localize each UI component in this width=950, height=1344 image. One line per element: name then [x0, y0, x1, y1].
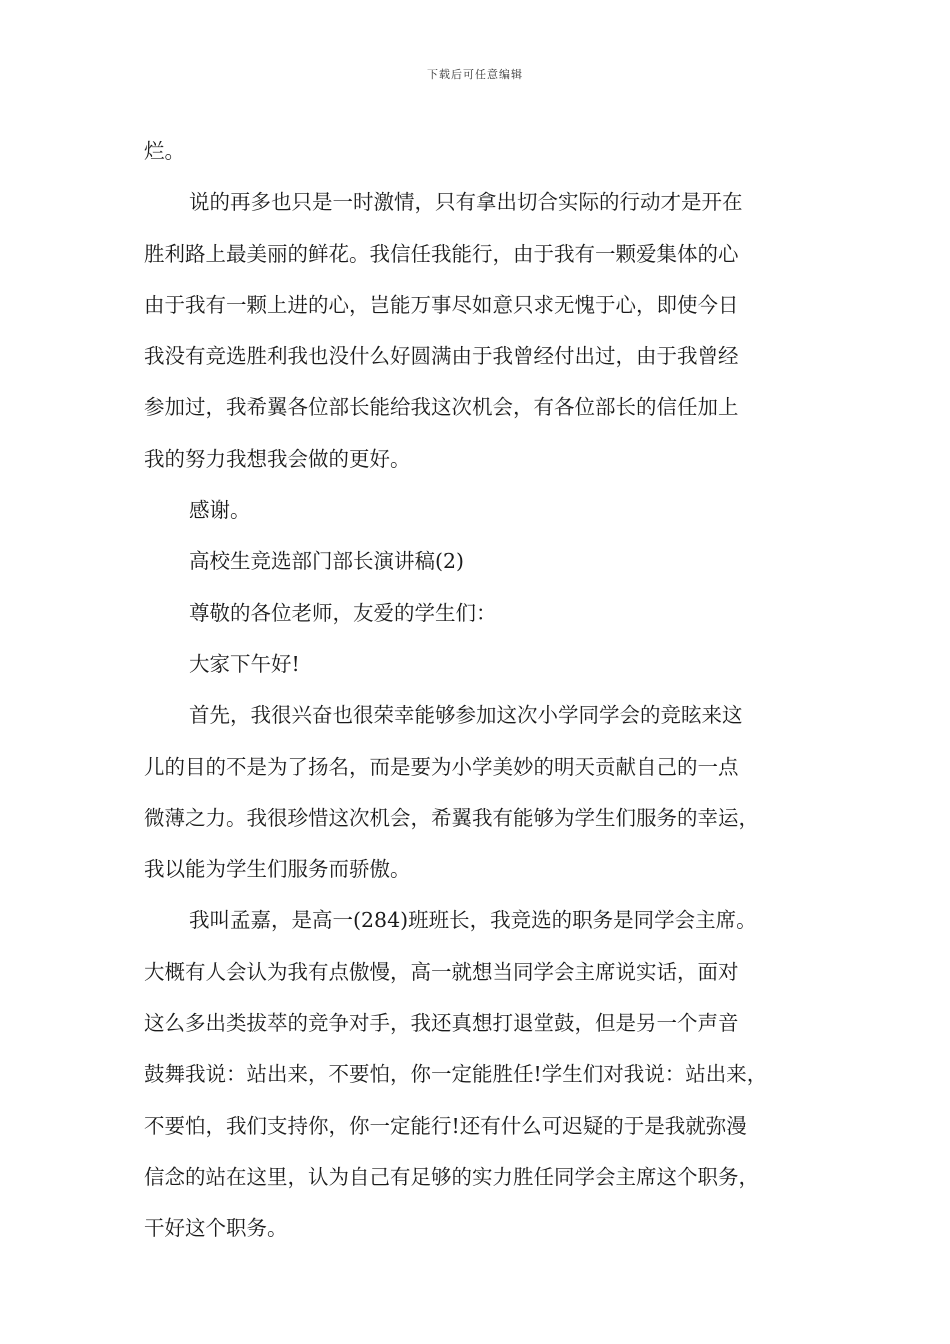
text-line: 我叫孟嘉，是高一(284)班班长，我竞选的职务是同学会主席。: [189, 908, 757, 933]
text-line: 微薄之力。我很珍惜这次机会，希翼我有能够为学生们服务的幸运，: [144, 805, 759, 830]
page-header: 下载后可任意编辑: [427, 68, 523, 81]
salutation: 尊敬的各位老师，友爱的学生们：: [189, 600, 497, 625]
text-line: 大概有人会认为我有点傲慢，高一就想当同学会主席说实话，面对: [144, 959, 739, 984]
greeting: 大家下午好!: [189, 651, 300, 676]
text-line: 信念的站在这里，认为自己有足够的实力胜任同学会主席这个职务，: [144, 1164, 759, 1189]
text-line: 说的再多也只是一时激情，只有拿出切合实际的行动才是开在: [189, 190, 743, 215]
text-line: 烂。: [144, 139, 185, 163]
text-line: 我的努力我想我会做的更好。: [144, 446, 411, 471]
text-line: 胜利路上最美丽的鲜花。我信任我能行，由于我有一颗爱集体的心: [144, 241, 739, 266]
text-line: 由于我有一颗上进的心，岂能万事尽如意只求无愧于心，即使今日: [144, 292, 739, 317]
text-line: 我以能为学生们服务而骄傲。: [144, 857, 411, 882]
text-line: 我没有竞选胜利我也没什么好圆满由于我曾经付出过，由于我曾经: [144, 344, 739, 369]
text-line: 首先，我很兴奋也很荣幸能够参加这次小学同学会的竞眩来这: [189, 703, 743, 728]
section-title: 高校生竞选部门部长演讲稿(2): [189, 549, 465, 574]
text-line: 儿的目的不是为了扬名，而是要为小学美妙的明天贡献自己的一点: [144, 754, 739, 779]
text-line: 参加过，我希翼各位部长能给我这次机会，有各位部长的信任加上: [144, 395, 739, 420]
text-line: 不要怕，我们支持你，你一定能行!还有什么可迟疑的于是我就弥漫: [144, 1113, 747, 1138]
text-line: 感谢。: [189, 498, 251, 523]
text-line: 鼓舞我说：站出来，不要怕，你一定能胜任!学生们对我说：站出来，: [144, 1062, 768, 1087]
text-line: 干好这个职务。: [144, 1216, 288, 1241]
document-body: [144, 126, 814, 1255]
text-line: 这么多出类拔萃的竞争对手，我还真想打退堂鼓，但是另一个声音: [144, 1011, 739, 1036]
